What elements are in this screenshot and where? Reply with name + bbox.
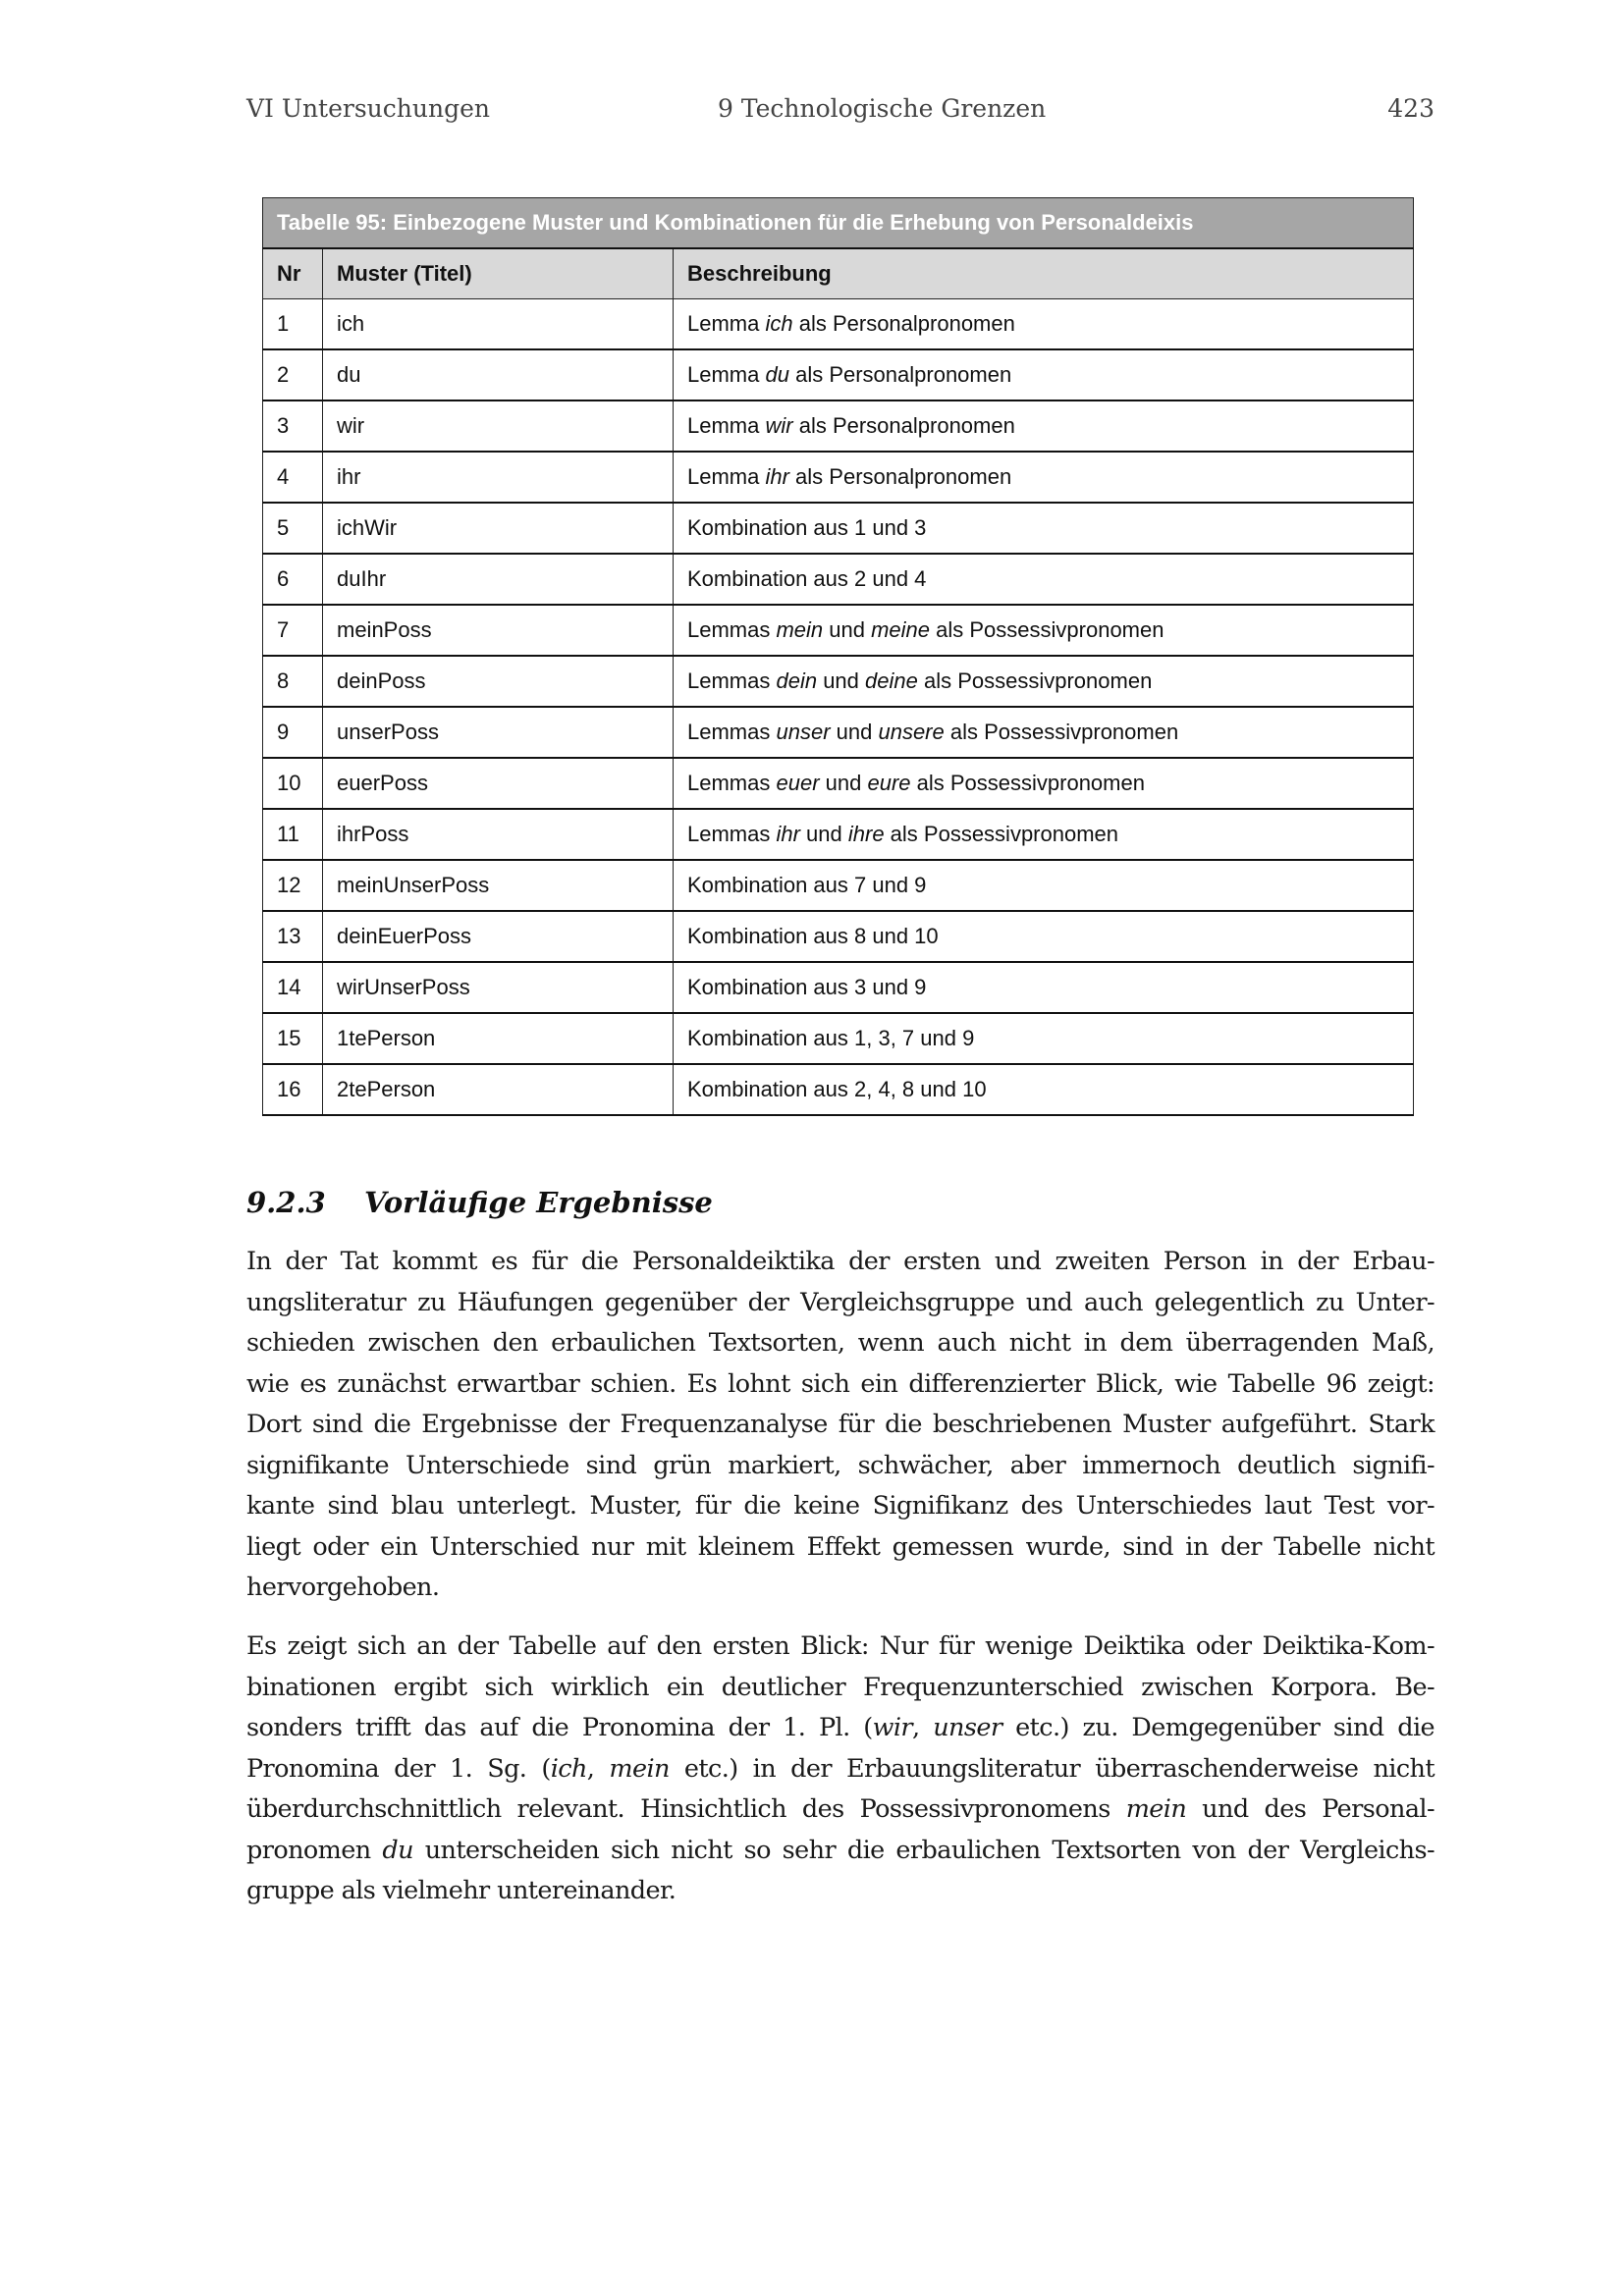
- text-run: Dort sind die Ergebnisse der Frequenzanalyse für die beschriebenen Muster aufgeführt. Stark: [246, 1410, 1435, 1439]
- italic-term: ich: [765, 311, 793, 336]
- table-row: [263, 554, 1414, 605]
- table-row: [263, 707, 1414, 758]
- table-row: [263, 1064, 1414, 1115]
- cell-beschreibung: [674, 605, 1414, 656]
- text-run: gruppe als vielmehr untereinander.: [246, 1876, 677, 1905]
- text-run: als Personalpronomen: [792, 311, 1015, 336]
- text-run: ,: [912, 1713, 934, 1742]
- cell-muster: meinUnserPoss: [323, 860, 674, 911]
- italic-term: meine: [871, 617, 931, 642]
- italic-term: unser: [776, 720, 831, 744]
- text-line: [246, 1486, 1435, 1527]
- cell-beschreibung: [674, 809, 1414, 860]
- text-run: signifikante Unterschiede sind grün markiert, schwächer, aber immernoch deutlich signifi-: [246, 1450, 1435, 1480]
- text-run: unterscheiden sich nicht so sehr die erbaulichen Textsorten von der Vergleichs-: [412, 1835, 1435, 1865]
- text-run: und: [830, 720, 879, 744]
- italic-term: wir: [872, 1713, 913, 1742]
- text-run: Kombination aus 7 und 9: [687, 873, 927, 897]
- text-run: als Personalpronomen: [788, 362, 1012, 387]
- text-line: [246, 1527, 1435, 1569]
- cell-nr: 13: [263, 911, 323, 962]
- section-heading: [246, 1186, 713, 1219]
- table-header-row: [263, 248, 1414, 299]
- italic-term: wir: [765, 413, 793, 438]
- text-line: [246, 1446, 1435, 1487]
- cell-muster: euerPoss: [323, 758, 674, 809]
- text-line: [246, 1364, 1435, 1406]
- cell-beschreibung: [674, 1064, 1414, 1115]
- italic-term: euer: [776, 771, 820, 795]
- text-line: [246, 1831, 1435, 1872]
- cell-nr: 6: [263, 554, 323, 605]
- cell-nr: 9: [263, 707, 323, 758]
- text-run: Lemmas: [687, 720, 777, 744]
- text-run: Es zeigt sich an der Tabelle auf den ersten Blick: Nur für wenige Deiktika oder Deiktika-Kom-: [246, 1631, 1435, 1661]
- running-head-chapter: 9 Technologische Grenzen: [718, 94, 1047, 123]
- cell-beschreibung: [674, 911, 1414, 962]
- table-row: [263, 605, 1414, 656]
- cell-muster: wir: [323, 400, 674, 452]
- cell-beschreibung: [674, 349, 1414, 400]
- italic-term: ich: [550, 1753, 587, 1784]
- text-run: Kombination aus 1 und 3: [687, 515, 927, 540]
- italic-term: deine: [865, 668, 918, 693]
- body-paragraph: [246, 1242, 1435, 1609]
- text-line: [246, 1242, 1435, 1283]
- text-run: Lemmas: [687, 668, 777, 693]
- text-run: In der Tat kommt es für die Personaldeiktika der ersten und zweiten Person in der Erbau-: [246, 1247, 1435, 1276]
- cell-beschreibung: [674, 554, 1414, 605]
- table-row: [263, 809, 1414, 860]
- table-caption: Tabelle 95: Einbezogene Muster und Kombinationen für die Erhebung von Personaldeixis: [263, 198, 1414, 249]
- text-run: hervorgehoben.: [246, 1573, 440, 1602]
- cell-beschreibung: [674, 452, 1414, 503]
- text-run: als Possessivpronomen: [910, 771, 1145, 795]
- text-run: und: [799, 822, 848, 846]
- table-row: [263, 1013, 1414, 1064]
- cell-muster: du: [323, 349, 674, 400]
- text-run: als Possessivpronomen: [930, 617, 1164, 642]
- text-run: Lemma: [687, 464, 766, 489]
- cell-muster: ihr: [323, 452, 674, 503]
- italic-term: ihre: [847, 822, 885, 846]
- cell-beschreibung: [674, 758, 1414, 809]
- table-row: [263, 911, 1414, 962]
- text-line: [246, 1405, 1435, 1446]
- cell-beschreibung: [674, 1013, 1414, 1064]
- table-row: [263, 349, 1414, 400]
- cell-muster: duIhr: [323, 554, 674, 605]
- italic-term: mein: [776, 617, 824, 642]
- text-run: Lemma: [687, 311, 766, 336]
- cell-beschreibung: [674, 656, 1414, 707]
- italic-term: ihr: [776, 822, 800, 846]
- italic-term: unsere: [878, 720, 945, 744]
- text-run: liegt oder ein Unterschied nur mit kleinem Effekt gemessen wurde, sind in der Tabelle nicht: [246, 1531, 1435, 1562]
- table-row: [263, 860, 1414, 911]
- text-run: als Personalpronomen: [788, 464, 1012, 489]
- table-caption-row: [263, 198, 1414, 249]
- italic-term: mein: [1125, 1794, 1187, 1824]
- text-run: Lemma: [687, 362, 766, 387]
- cell-nr: 11: [263, 809, 323, 860]
- cell-muster: ich: [323, 299, 674, 350]
- cell-nr: 4: [263, 452, 323, 503]
- cell-nr: 10: [263, 758, 323, 809]
- italic-term: ihr: [765, 464, 789, 489]
- text-line: [246, 1668, 1435, 1709]
- cell-muster: ichWir: [323, 503, 674, 554]
- text-line: [246, 1789, 1435, 1831]
- cell-nr: 3: [263, 400, 323, 452]
- text-run: Pronomina der 1. Sg. (: [246, 1753, 551, 1784]
- text-run: als Possessivpronomen: [884, 822, 1119, 846]
- cell-beschreibung: [674, 860, 1414, 911]
- cell-beschreibung: [674, 707, 1414, 758]
- cell-beschreibung: [674, 299, 1414, 350]
- cell-nr: 14: [263, 962, 323, 1013]
- page-number: 423: [1387, 94, 1435, 123]
- cell-nr: 5: [263, 503, 323, 554]
- cell-nr: 12: [263, 860, 323, 911]
- table-row: [263, 758, 1414, 809]
- column-header-nr: Nr: [263, 248, 323, 299]
- column-header-muster: Muster (Titel): [323, 248, 674, 299]
- text-run: pronomen: [246, 1835, 383, 1865]
- text-run: Lemma: [687, 413, 766, 438]
- text-run: etc.) in der Erbauungsliteratur überraschenderweise nicht: [669, 1753, 1435, 1784]
- text-line: [246, 1568, 1435, 1609]
- text-run: Lemmas: [687, 617, 777, 642]
- text-line: [246, 1283, 1435, 1324]
- italic-term: eure: [867, 771, 911, 795]
- cell-muster: wirUnserPoss: [323, 962, 674, 1013]
- table-row: [263, 656, 1414, 707]
- table-row: [263, 299, 1414, 350]
- text-run: überdurchschnittlich relevant. Hinsichtlich des Possessivpronomens: [246, 1794, 1126, 1824]
- running-head: [246, 94, 1435, 133]
- text-run: schieden zwischen den erbaulichen Textsorten, wenn auch nicht in dem überragenden Maß,: [246, 1328, 1435, 1358]
- text-run: Kombination aus 8 und 10: [687, 924, 939, 948]
- table-body: [263, 299, 1414, 1116]
- text-line: [246, 1323, 1435, 1364]
- column-header-beschreibung: Beschreibung: [674, 248, 1414, 299]
- text-line: [246, 1627, 1435, 1668]
- table-row: [263, 400, 1414, 452]
- cell-muster: 2tePerson: [323, 1064, 674, 1115]
- cell-nr: 15: [263, 1013, 323, 1064]
- text-run: binationen ergibt sich wirklich ein deutlicher Frequenzunterschied zwischen Korpora. Be-: [246, 1672, 1435, 1702]
- table-row: [263, 962, 1414, 1013]
- cell-nr: 8: [263, 656, 323, 707]
- text-line: [246, 1871, 1435, 1912]
- text-run: und: [819, 771, 868, 795]
- text-line: [246, 1708, 1435, 1749]
- cell-beschreibung: [674, 503, 1414, 554]
- section-title: Vorläufige Ergebnisse: [364, 1186, 713, 1219]
- text-run: und: [817, 668, 866, 693]
- text-run: kante sind blau unterlegt. Muster, für die keine Signifikanz des Unterschiedes laut Test vor-: [246, 1491, 1435, 1521]
- section-number: 9.2.3: [246, 1186, 326, 1219]
- text-run: Kombination aus 2, 4, 8 und 10: [687, 1077, 987, 1101]
- cell-nr: 7: [263, 605, 323, 656]
- italic-term: unser: [933, 1713, 1002, 1742]
- running-head-part: VI Untersuchungen: [246, 94, 490, 123]
- table-row: [263, 503, 1414, 554]
- italic-term: du: [382, 1835, 413, 1865]
- cell-nr: 2: [263, 349, 323, 400]
- text-run: Kombination aus 1, 3, 7 und 9: [687, 1026, 975, 1050]
- text-run: wie es zunächst erwartbar schien. Es lohnt sich ein differenzierter Blick, wie Tabelle 96 zeigt:: [246, 1368, 1435, 1399]
- text-run: etc.) zu. Demgegenüber sind die: [1001, 1713, 1435, 1742]
- text-line: [246, 1749, 1435, 1790]
- text-run: und: [823, 617, 872, 642]
- text-run: ungsliteratur zu Häufungen gegenüber der Vergleichsgruppe und auch gelegentlich zu Unter-: [246, 1287, 1435, 1317]
- cell-beschreibung: [674, 400, 1414, 452]
- table-row: [263, 452, 1414, 503]
- text-run: Lemmas: [687, 822, 777, 846]
- italic-term: du: [765, 362, 789, 387]
- cell-muster: ihrPoss: [323, 809, 674, 860]
- text-run: Lemmas: [687, 771, 777, 795]
- cell-muster: unserPoss: [323, 707, 674, 758]
- cell-muster: meinPoss: [323, 605, 674, 656]
- text-run: als Possessivpronomen: [917, 668, 1153, 693]
- cell-muster: deinEuerPoss: [323, 911, 674, 962]
- cell-nr: 1: [263, 299, 323, 350]
- cell-nr: 16: [263, 1064, 323, 1115]
- pattern-table: [262, 197, 1414, 1116]
- cell-muster: 1tePerson: [323, 1013, 674, 1064]
- body-paragraph: [246, 1627, 1435, 1912]
- text-run: und des Personal-: [1186, 1794, 1435, 1824]
- text-run: als Personalpronomen: [792, 413, 1015, 438]
- cell-muster: deinPoss: [323, 656, 674, 707]
- text-run: Kombination aus 3 und 9: [687, 975, 927, 999]
- text-run: sonders trifft das auf die Pronomina der 1. Pl. (: [246, 1713, 873, 1742]
- text-run: Kombination aus 2 und 4: [687, 566, 927, 591]
- italic-term: dein: [776, 668, 818, 693]
- italic-term: mein: [609, 1753, 670, 1784]
- text-run: als Possessivpronomen: [944, 720, 1179, 744]
- text-run: ,: [586, 1753, 610, 1784]
- cell-beschreibung: [674, 962, 1414, 1013]
